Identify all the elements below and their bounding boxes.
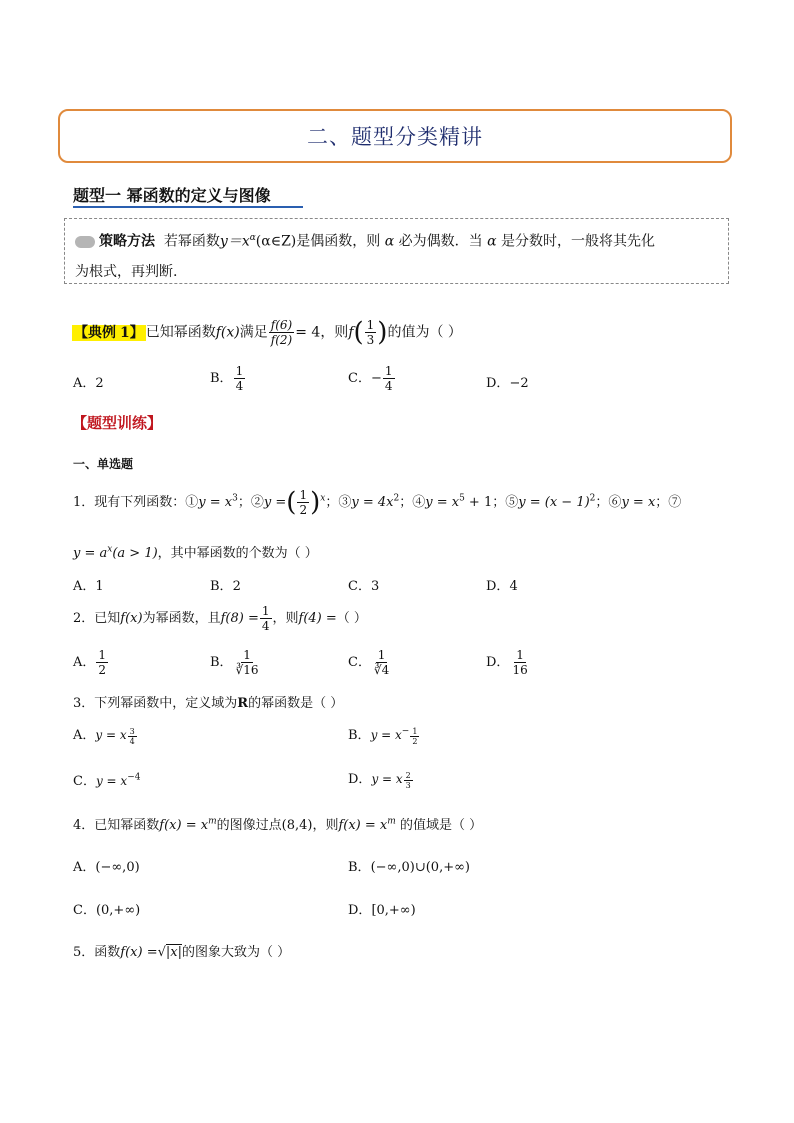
q3-option-c[interactable]: C．$y = x^{-4}$	[73, 772, 141, 789]
q2-option-b[interactable]: B． $\frac{1}{∛16}$	[210, 648, 259, 677]
strategy-alpha: α	[384, 233, 395, 250]
example-option-c[interactable]: C．− $\frac{1}{4}$	[348, 364, 393, 393]
strategy-text: 必为偶数．当	[398, 233, 483, 250]
example-f: f	[348, 324, 354, 341]
question-type-title: 题型一 幂函数的定义与图像	[73, 186, 271, 205]
example-option-d[interactable]: D．−2	[486, 376, 529, 391]
q4-option-c[interactable]: C．(0,+∞)	[73, 903, 141, 918]
strategy-formula: y＝x	[219, 233, 250, 250]
strategy-text: 若幂函数	[163, 233, 220, 250]
q4-option-b[interactable]: B．(−∞,0)∪(0,+∞)	[348, 860, 470, 875]
strategy-icon	[75, 236, 95, 248]
section-header-title: 二、题型分类精讲	[307, 125, 483, 149]
q1-option-d[interactable]: D．4	[486, 579, 518, 594]
example-fx: f(x)	[215, 324, 240, 341]
strategy-cond: (α∈Z)	[255, 233, 297, 250]
q4-option-a[interactable]: A．(−∞,0)	[73, 860, 140, 875]
q2-option-d[interactable]: D． $\frac{1}{16}$	[486, 648, 528, 677]
strategy-exp: α	[249, 233, 256, 243]
example-option-a[interactable]: A．2	[73, 376, 104, 391]
question-5: 5．函数f(x) =√|x|的图象大致为（ ）	[73, 945, 291, 960]
question-4: 4．已知幂函数$f(x) = x^m$的图像过点(8,4)，则$f(x) = x^m$ 的值域是（ ）	[73, 816, 483, 833]
strategy-box	[64, 218, 729, 284]
q3-option-d[interactable]: D．y = x $\frac{2}{3}$	[348, 770, 411, 790]
example-tag: 【典例	[74, 324, 116, 341]
example-text: 已知幂函数	[145, 324, 216, 341]
q2-option-c[interactable]: C． $\frac{1}{∛4}$	[348, 648, 390, 677]
single-choice-heading: 一、单选题	[73, 457, 134, 471]
strategy-alpha: α	[487, 233, 497, 250]
q1-option-c[interactable]: C．3	[348, 579, 380, 594]
q3-option-b[interactable]: B．y = x− $\frac{1}{2}$	[348, 726, 418, 746]
q1-option-a[interactable]: A．1	[73, 579, 104, 594]
strategy-text-line2: 为根式，再判断.	[75, 263, 178, 280]
strategy-label: 策略方法	[99, 233, 155, 250]
title-underline	[73, 206, 303, 208]
example-text: 的值为（ ）	[387, 324, 462, 341]
example-text: 满足	[239, 324, 268, 341]
example-arg: $\frac{1}{3}$	[366, 318, 375, 347]
training-title: 【题型训练】	[72, 414, 163, 432]
q4-option-d[interactable]: D．[0,+∞)	[348, 903, 416, 918]
example-num: 1】	[120, 324, 144, 341]
example-1: 【典例 1】 已知幂函数f(x)满足 $\frac{f(6)}{f(2)}$ = 4，则f( $\frac{1}{3}$ )的值为（ ）	[74, 317, 462, 348]
question-1: 1．现有下列函数：①y = $x^3$；②y =( $\frac{1}{2}$ )$^x$；③y = $4x^2$；④y = $x^5 + 1$；⑤y = $(x - 1)^2$；⑥y = x；⑦	[73, 487, 682, 518]
question-3: 3．下列幂函数中，定义域为R的幂函数是（ ）	[73, 696, 344, 711]
q1-option-b[interactable]: B．2	[210, 579, 241, 594]
question-2: 2．已知f(x)为幂函数，且f(8) = $\frac{1}{4}$ ，则f(4) =（ ）	[73, 604, 367, 633]
section-header-box	[58, 109, 732, 163]
strategy-text: 是偶函数，则	[296, 233, 381, 250]
example-ratio: $\frac{f(6)}{f(2)}$	[270, 318, 293, 347]
example-text: ，则	[320, 324, 349, 341]
question-1-line2: $y = a^x(a > 1)$，其中幂函数的个数为（ ）	[73, 544, 318, 561]
example-option-b[interactable]: B． $\frac{1}{4}$	[210, 364, 244, 393]
q2-option-a[interactable]: A． $\frac{1}{2}$	[73, 648, 107, 677]
strategy-text: 是分数时，一般将其先化	[501, 233, 656, 250]
q3-option-a[interactable]: A．y = x $\frac{3}{4}$	[73, 726, 135, 746]
example-eq: = 4	[295, 324, 321, 341]
